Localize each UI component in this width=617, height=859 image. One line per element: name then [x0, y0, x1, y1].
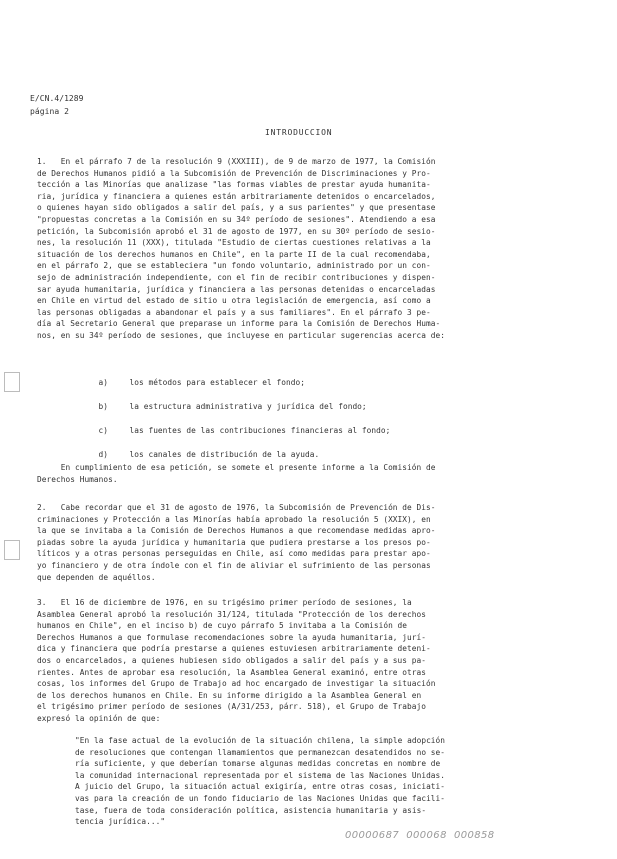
list-item-letter: b): [98, 402, 108, 411]
archive-stamp: 00000687 000068 000858: [345, 830, 495, 841]
list-item: [70, 417, 390, 444]
text-line: o quienes hayan sido obligados a salir del país, y a sus parientes" y que presentase: [37, 203, 436, 213]
page-number: página 2: [30, 107, 69, 116]
list-item: [70, 393, 367, 420]
list-item-letter: a): [98, 378, 108, 387]
text-line: que dependen de aquéllos.: [37, 572, 156, 582]
text-line: 2. Cabe recordar que el 31 de agosto de 1976, la Subcomisión de Prevención de Dis-: [37, 503, 436, 512]
text-line: 3. El 16 de diciembre de 1976, en su trigésimo primer período de sesiones, la: [37, 598, 412, 607]
text-line: situación de los derechos humanos en Chile", en la parte II de la cual recomendaba,: [37, 249, 431, 259]
binding-hole-mark: [4, 372, 20, 392]
list-item-letter: c): [98, 426, 108, 435]
text-line: día al Secretario General que preparase un informe para la Comisión de Derechos Huma-: [37, 319, 441, 329]
list-item-text: los canales de distribución de la ayuda.: [129, 450, 320, 459]
text-line: dos o encarcelados, a quienes hubiesen sido obligados a salir del país y a sus pa-: [37, 655, 427, 665]
text-line: en Chile en virtud del estado de sitio u otra legislación de emergencia, así como a: [37, 296, 431, 306]
text-line: petición, la Subcomisión aprobó el 31 de agosto de 1977, en su 30º período de sesio-: [37, 226, 436, 236]
text-line: ría suficiente, y que deberían tomarse algunas medidas concretas en nombre de: [75, 759, 441, 769]
text-line: tección a las Minorías que analizase "las formas viables de prestar ayuda humanita-: [37, 180, 431, 190]
paragraph-3: [37, 597, 552, 725]
text-line: las personas obligadas a abandonar el país y a sus familiares". En el párrafo 3 pe-: [37, 307, 431, 317]
text-line: yo financiero y de otra índole con el fin de aliviar el sufrimiento de las personas: [37, 560, 431, 570]
text-line: de los derechos humanos en Chile. En su informe dirigido a la Asamblea General en: [37, 690, 422, 700]
text-line: En cumplimiento de esa petición, se somete el presente informe a la Comisión de: [37, 463, 436, 472]
text-line: tase, fuera de toda consideración política, asistencia humanitaria y asis-: [75, 805, 427, 815]
block-quote: [75, 735, 545, 828]
text-line: piadas sobre la ayuda jurídica y humanitaria que pudiera prestarse a los presos po-: [37, 537, 431, 547]
text-line: Asamblea General aprobó la resolución 31/124, titulada "Protección de los derechos: [37, 609, 427, 619]
text-line: rientes. Antes de aprobar esa resolución, la Asamblea General examinó, entre otras: [37, 667, 427, 677]
paragraph-submission: [37, 462, 552, 485]
list-item: [70, 369, 305, 396]
text-line: Derechos Humanos a que formulase recomendaciones sobre la ayuda humanitaria, jurí-: [37, 632, 427, 642]
binding-hole-mark: [4, 540, 20, 560]
text-line: sar ayuda humanitaria, jurídica y financiera a las personas detenidas o encarceladas: [37, 284, 436, 294]
text-line: "propuestas concretas a la Comisión en su 34º período de sesiones". Atendiendo a esa: [37, 214, 436, 224]
text-line: tencia jurídica...": [75, 817, 166, 827]
text-line: nes, la resolución 11 (XXX), titulada "Estudio de ciertas cuestiones relativas a la: [37, 238, 431, 248]
list-item-text: las fuentes de las contribuciones financieras al fondo;: [129, 426, 391, 435]
text-line: de Derechos Humanos pidió a la Subcomisión de Prevención de Discriminaciones y Pro-: [37, 168, 431, 178]
text-line: A juicio del Grupo, la situación actual exigiría, entre otras cosas, iniciati-: [75, 782, 446, 792]
section-title: INTRODUCCION: [265, 128, 333, 137]
text-line: sejo de administración independiente, con el fin de recibir contribuciones y dispen-: [37, 272, 436, 282]
text-line: cosas, los informes del Grupo de Trabajo ad hoc encargado de investigar la situación: [37, 679, 436, 689]
text-line: vas para la creación de un fondo fiduciario de las Naciones Unidas que facili-: [75, 793, 446, 803]
document-symbol: E/CN.4/1289: [30, 94, 84, 103]
text-line: expresó la opinión de que:: [37, 713, 161, 723]
list-item-text: los métodos para establecer el fondo;: [129, 378, 306, 387]
text-line: Derechos Humanos.: [37, 474, 118, 484]
text-line: humanos en Chile", en el inciso b) de cuyo párrafo 5 invitaba a la Comisión de: [37, 621, 408, 631]
text-line: "En la fase actual de la evolución de la situación chilena, la simple adopción: [75, 736, 446, 745]
text-line: líticos y a otras personas perseguidas en Chile, así como medidas para prestar apo-: [37, 549, 431, 559]
text-line: criminaciones y Protección a las Minorías había aprobado la resolución 5 (XXIX), en: [37, 514, 431, 524]
text-line: nos, en su 34º período de sesiones, que incluyese en particular sugerencias acerca de:: [37, 330, 445, 340]
text-line: ria, jurídica y financiera a quienes están arbitrariamente detenidos o encarcelados,: [37, 191, 436, 201]
text-line: la que se invitaba a la Comisión de Derechos Humanos a que recomendase medidas apro-: [37, 526, 436, 536]
paragraph-1: [37, 156, 552, 342]
text-line: el trigésimo primer período de sesiones (A/31/253, párr. 518), el Grupo de Trabajo: [37, 702, 427, 712]
text-line: de resoluciones que contengan llamamientos que permanezcan desatendidos no se-: [75, 747, 446, 757]
paragraph-2: [37, 502, 552, 583]
text-line: 1. En el párrafo 7 de la resolución 9 (XXXIII), de 9 de marzo de 1977, la Comisión: [37, 157, 436, 166]
text-line: la comunidad internacional representada por el sistema de las Naciones Unidas.: [75, 770, 446, 780]
text-line: en el párrafo 2, que se estableciera "un fondo voluntario, administrado por un con-: [37, 261, 431, 271]
text-line: dica y financiera que podría prestarse a quienes estuviesen arbitrariamente deteni-: [37, 644, 431, 654]
list-item-text: la estructura administrativa y jurídica del fondo;: [129, 402, 367, 411]
list-item-letter: d): [98, 450, 108, 459]
